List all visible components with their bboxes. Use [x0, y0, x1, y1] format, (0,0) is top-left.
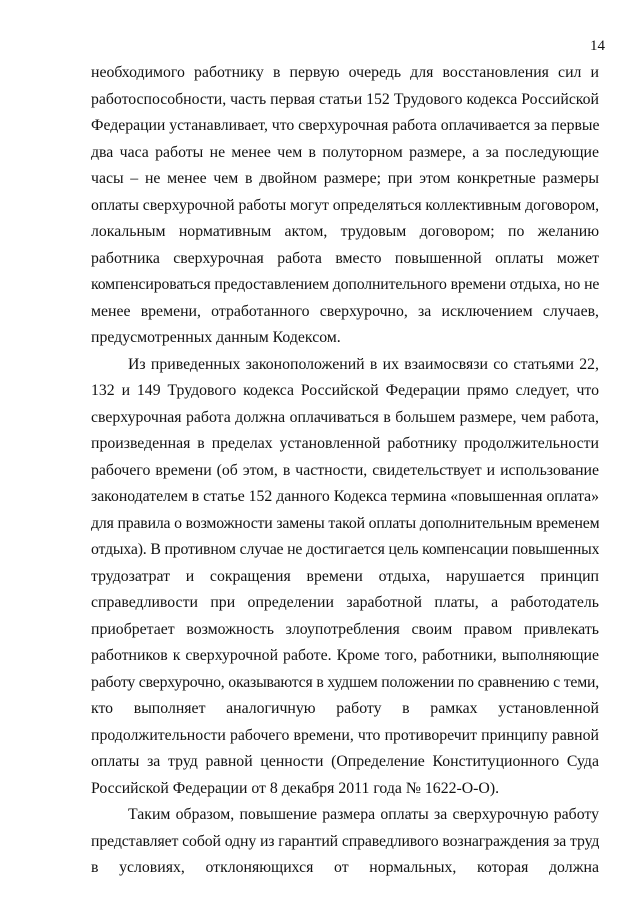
text-line: часы – не менее чем в двойном размере; при этом конкретные размеры: [91, 170, 599, 187]
text-line: два часа работы не менее чем в полуторном размере, а за последующие: [91, 143, 599, 161]
text-line: компенсироваться предоставлением дополнительного времени отдыха, но не: [91, 276, 599, 293]
text-line: работников к сверхурочной работе. Кроме того, работники, выполняющие: [91, 647, 599, 664]
text-line: Таким образом, повышение размера оплаты за сверхурочную работу: [128, 806, 599, 823]
text-line: необходимого работнику в первую очередь для восстановления сил и: [91, 64, 599, 81]
text-line: Федерации устанавливает, что сверхурочная работа оплачивается за первые: [91, 117, 599, 134]
text-line: 132 и 149 Трудового кодекса Российской Федерации прямо следует, что: [91, 382, 599, 399]
text-line: сверхурочная работа должна оплачиваться в большем размере, чем работа,: [91, 408, 599, 426]
text-line: трудозатрат и сокращения времени отдыха, нарушается принцип: [91, 567, 599, 585]
text-line: Из приведенных законоположений в их взаимосвязи со статьями 22,: [128, 355, 599, 373]
text-line: отдыха). В противном случае не достигается цель компенсации повышенных: [91, 541, 599, 558]
text-line: для правила о возможности замены такой оплаты дополнительным временем: [91, 514, 599, 532]
text-line: работу сверхурочно, оказываются в худшем положении по сравнению с теми,: [91, 673, 599, 691]
text-line: кто выполняет аналогичную работу в рамках установленной: [91, 700, 599, 717]
text-line: представляет собой одну из гарантий справедливого вознаграждения за труд: [91, 832, 599, 850]
text-line: локальным нормативным актом, трудовым договором; по желанию: [91, 223, 599, 240]
paragraph-2: [91, 352, 599, 803]
page-number: 14: [590, 38, 605, 54]
text-line: Российской Федерации от 8 декабря 2011 года № 1622-О-О).: [91, 779, 500, 797]
text-line: менее времени, отработанного сверхурочно, за исключением случаев,: [91, 302, 599, 320]
text-line: законодателем в статье 152 данного Кодекса термина «повышенная оплата»: [91, 488, 599, 505]
paragraph-3: [91, 802, 599, 882]
text-line: рабочего времени (об этом, в частности, свидетельствует и использование: [91, 461, 599, 479]
text-line: продолжительности рабочего времени, что противоречит принципу равной: [91, 726, 599, 744]
text-line: справедливости при определении заработной платы, а работодатель: [91, 594, 599, 611]
text-line: предусмотренных данным Кодексом.: [91, 329, 341, 346]
text-line: оплаты за труд равной ценности (Определение Конституционного Суда: [91, 753, 599, 770]
text-line: работоспособности, часть первая статьи 152 Трудового кодекса Российской: [91, 90, 599, 108]
paragraph-1: [91, 60, 599, 352]
text-line: приобретает возможность злоупотребления своим правом привлекать: [91, 620, 599, 638]
text-line: оплаты сверхурочной работы могут определяться коллективным договором,: [91, 196, 599, 214]
body-text: [91, 60, 599, 882]
text-line: работника сверхурочная работа вместо повышенной оплаты может: [91, 249, 599, 267]
text-line: произведенная в пределах установленной работнику продолжительности: [91, 435, 599, 452]
text-line: в условиях, отклоняющихся от нормальных, которая должна: [91, 859, 599, 876]
